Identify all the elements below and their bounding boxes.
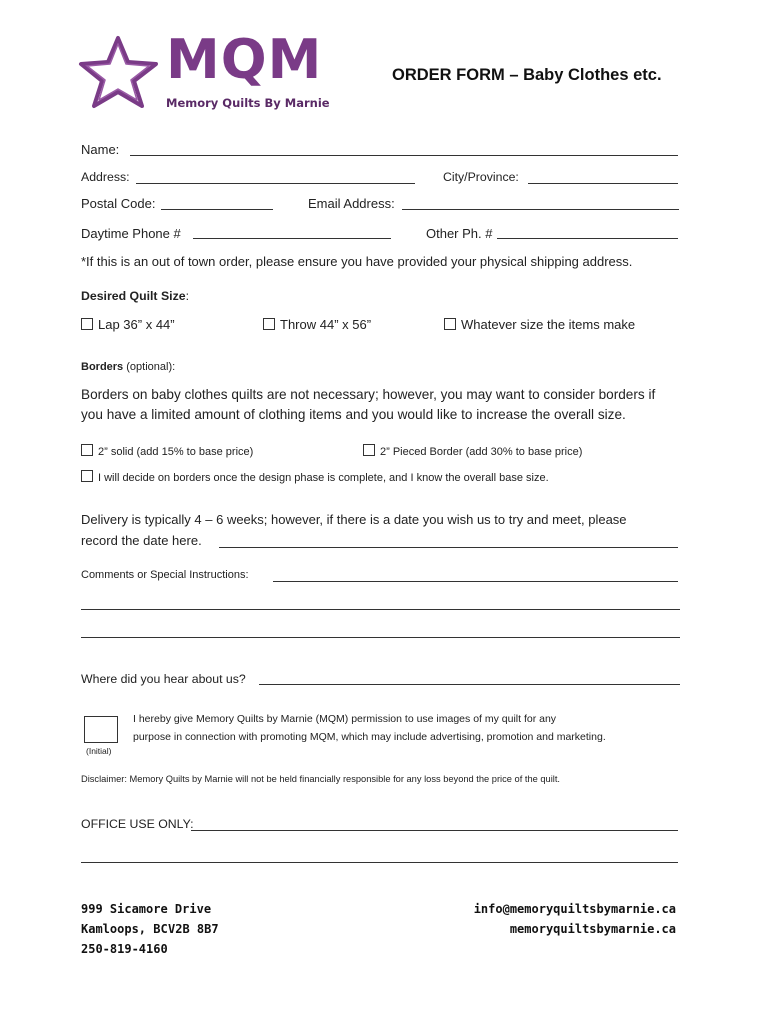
quilt-size-heading-text: Desired Quilt Size (81, 289, 186, 303)
address-label: Address: (81, 170, 130, 184)
quilt-size-option-lap[interactable] (81, 317, 175, 332)
checkbox-lap[interactable] (81, 318, 93, 330)
footer-website[interactable]: memoryquiltsbymarnie.ca (509, 922, 676, 936)
postal-label: Postal Code: (81, 196, 156, 211)
border-option-solid-label: 2” solid (add 15% to base price) (98, 446, 254, 458)
postal-input[interactable] (161, 209, 273, 210)
form-title: ORDER FORM – Baby Clothes etc. (392, 66, 662, 84)
name-label: Name: (81, 142, 120, 157)
checkbox-solid-border[interactable] (81, 444, 93, 456)
name-input[interactable] (130, 155, 678, 156)
other-phone-input[interactable] (497, 238, 678, 239)
quilt-size-throw-label: Throw 44” x 56” (280, 317, 372, 332)
borders-heading-suffix: (optional): (123, 361, 176, 373)
quilt-size-heading (81, 289, 189, 303)
hear-about-label: Where did you hear about us? (81, 672, 246, 686)
permission-line1: I hereby give Memory Quilts by Marnie (MQM) permission to use images of my quilt for any (133, 713, 557, 725)
footer-city: Kamloops, BC (81, 922, 168, 936)
footer-phone: 250-819-4160 (81, 942, 168, 956)
checkbox-pieced-border[interactable] (363, 444, 375, 456)
quilt-size-whatever-label: Whatever size the items make (461, 317, 636, 332)
footer-email[interactable]: info@memoryquiltsbymarnie.ca (473, 902, 676, 916)
star-icon (78, 34, 160, 110)
daytime-phone-input[interactable] (193, 238, 391, 239)
border-option-pieced-label: 2” Pieced Border (add 30% to base price) (380, 446, 583, 458)
border-option-decide-later[interactable] (81, 470, 549, 484)
quilt-size-heading-colon: : (185, 289, 189, 303)
footer-street: 999 Sicamore Drive (81, 902, 212, 916)
city-label: City/Province: (443, 170, 519, 184)
border-option-pieced[interactable] (363, 444, 582, 458)
initial-label: (Initial) (86, 746, 112, 756)
address-input[interactable] (136, 183, 415, 184)
comments-input-line2[interactable] (81, 609, 680, 610)
daytime-phone-label: Daytime Phone # (81, 226, 181, 241)
border-option-decide-later-label: I will decide on borders once the design phase is complete, and I know the overall base size. (98, 472, 549, 484)
logo (78, 28, 330, 116)
comments-input-line3[interactable] (81, 637, 680, 638)
office-use-input-line2[interactable] (81, 862, 678, 863)
footer-postal: V2B 8B7 (168, 922, 219, 936)
logo-letters: MQM (166, 28, 323, 91)
other-phone-label: Other Ph. # (426, 226, 493, 241)
initial-box[interactable] (84, 716, 118, 743)
quilt-size-option-whatever[interactable] (444, 317, 635, 332)
borders-description-line1: Borders on baby clothes quilts are not necessary; however, you may want to consider borders if (81, 387, 656, 402)
checkbox-throw[interactable] (263, 318, 275, 330)
comments-input-line1[interactable] (273, 581, 678, 582)
comments-label: Comments or Special Instructions: (81, 569, 249, 581)
delivery-line1: Delivery is typically 4 – 6 weeks; however, if there is a date you wish us to try and meet, please (81, 512, 627, 527)
office-use-label: OFFICE USE ONLY: (81, 817, 194, 831)
email-label: Email Address: (308, 196, 395, 211)
delivery-line2: record the date here. (81, 533, 202, 548)
border-option-solid[interactable] (81, 444, 253, 458)
city-input[interactable] (528, 183, 678, 184)
quilt-size-option-throw[interactable] (263, 317, 371, 332)
borders-heading (81, 361, 175, 373)
delivery-date-input[interactable] (219, 547, 678, 548)
out-of-town-note: *If this is an out of town order, please ensure you have provided your physical shipping address. (81, 254, 633, 269)
borders-heading-text: Borders (81, 361, 124, 373)
disclaimer: Disclaimer: Memory Quilts by Marnie will not be held financially responsible for any loss beyond the price of the quilt. (81, 774, 561, 784)
permission-line2: purpose in connection with promoting MQM, which may include advertising, promotion and marketing. (133, 731, 606, 743)
hear-about-input[interactable] (259, 684, 680, 685)
office-use-input-line1[interactable] (191, 830, 678, 831)
quilt-size-lap-label: Lap 36” x 44” (98, 317, 175, 332)
checkbox-decide-later[interactable] (81, 470, 93, 482)
borders-description-line2: you have a limited amount of clothing items and you would like to increase the overall size. (81, 407, 626, 422)
email-input[interactable] (402, 209, 679, 210)
checkbox-whatever[interactable] (444, 318, 456, 330)
logo-subtitle: Memory Quilts By Marnie (166, 96, 330, 110)
